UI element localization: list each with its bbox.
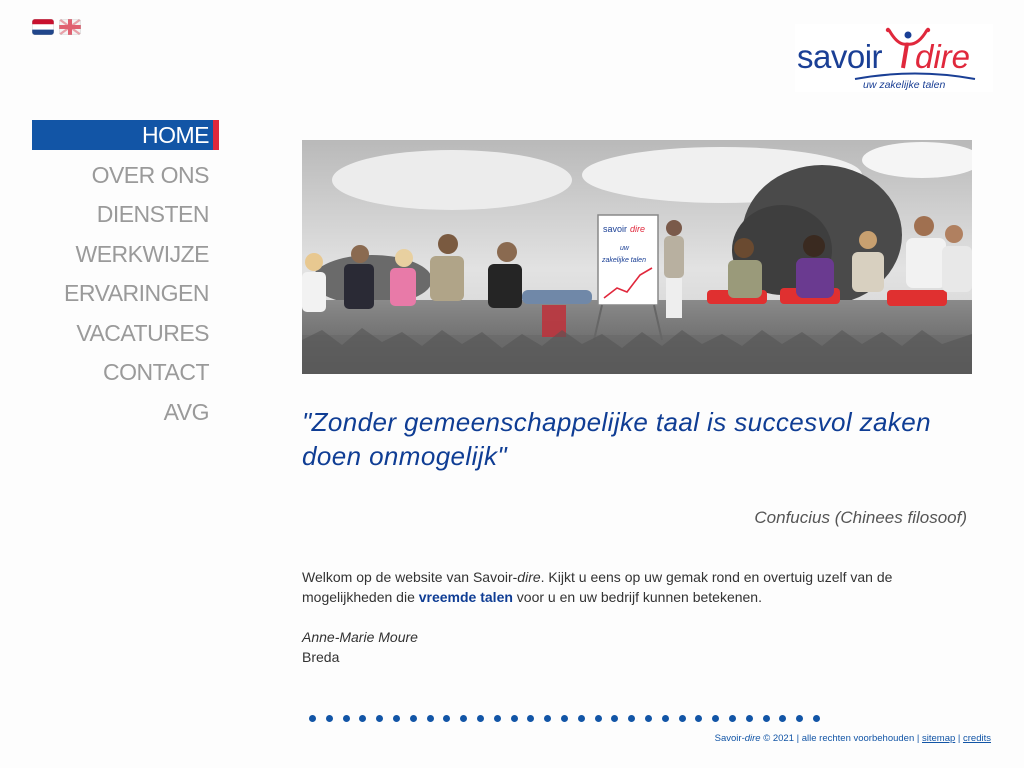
savoir-dire-logo[interactable] [795, 24, 993, 92]
divider-dot [477, 715, 484, 722]
language-switcher [32, 19, 81, 35]
divider-dot [779, 715, 786, 722]
divider-dot [326, 715, 333, 722]
divider-dot [460, 715, 467, 722]
intro-text [302, 567, 942, 607]
footer [715, 733, 991, 744]
intro-part-3: voor u en uw bedrijf kunnen betekenen. [512, 589, 762, 605]
divider-dot [376, 715, 383, 722]
divider-dot [443, 715, 450, 722]
intro-brand-italic: dire [517, 569, 541, 585]
signature-block [302, 627, 418, 667]
nav-item-home[interactable]: HOME [32, 120, 219, 150]
divider-dot [729, 715, 736, 722]
main-navigation [32, 120, 219, 436]
flipchart-line2: zakelijke talen [602, 257, 646, 264]
highlight-vreemde-talen: vreemde talen [418, 589, 513, 605]
divider-dot [611, 715, 618, 722]
divider-dot [410, 715, 417, 722]
divider-dot [427, 715, 434, 722]
nav-item-over-ons[interactable]: OVER ONS [91, 161, 209, 188]
divider-dot [578, 715, 585, 722]
logo-brand-accent: dire [915, 38, 971, 75]
footer-copyright: © 2021 | alle rechten voorbehouden | [760, 733, 922, 744]
divider-dot [679, 715, 686, 722]
divider-dot [645, 715, 652, 722]
hero-image [302, 140, 972, 374]
divider-dot [561, 715, 568, 722]
divider-dot [763, 715, 770, 722]
signer-city: Breda [302, 649, 340, 665]
nav-item-contact[interactable]: CONTACT [103, 359, 209, 385]
nav-item-ervaringen[interactable]: ERVARINGEN [64, 280, 209, 306]
divider-dot [595, 715, 602, 722]
divider-dot [393, 715, 400, 722]
logo-brand-main: savoir [797, 38, 883, 75]
divider-dot [628, 715, 635, 722]
footer-separator: | [955, 733, 964, 744]
divider-dot [662, 715, 669, 722]
footer-credits-link[interactable]: credits [963, 733, 991, 744]
divider-dot [544, 715, 551, 722]
intro-part-1: Welkom op de website van Savoir- [302, 569, 518, 585]
nav-item-avg[interactable]: AVG [163, 398, 209, 425]
divider-dot [796, 715, 803, 722]
divider-dot [527, 715, 534, 722]
divider-dot [343, 715, 350, 722]
divider-dot [511, 715, 518, 722]
quote-text: "Zonder gemeenschappelijke taal is succesvol zaken doen onmogelijk" [302, 407, 932, 471]
divider-dot [359, 715, 366, 722]
footer-sitemap-link[interactable]: sitemap [922, 733, 956, 744]
signer-name: Anne-Marie Moure [302, 629, 418, 645]
footer-brand-italic: dire [744, 733, 761, 744]
divider-dot [494, 715, 501, 722]
divider-dot [695, 715, 702, 722]
divider-dot [309, 715, 316, 722]
divider-dot [746, 715, 753, 722]
english-flag-icon[interactable] [59, 19, 81, 35]
divider-dot [712, 715, 719, 722]
intro-paragraph [302, 567, 942, 607]
dutch-flag-icon[interactable] [32, 19, 54, 35]
flipchart-brand-accent: dire [630, 224, 646, 234]
intro-part-2: . Kijkt u eens op uw gemak rond en overtuig uzelf van de mogelijkheden die [302, 569, 893, 605]
flipchart-line1: uw [620, 245, 629, 252]
nav-item-vacatures[interactable]: VACATURES [76, 319, 209, 346]
quote-author: Confucius (Chinees filosoof) [754, 508, 967, 527]
nav-item-diensten[interactable]: DIENSTEN [96, 201, 209, 227]
flipchart-brand-main: savoir [603, 224, 628, 234]
nav-item-werkwijze[interactable]: WERKWIJZE [75, 240, 209, 267]
logo-tagline: uw zakelijke talen [863, 79, 946, 91]
footer-brand: Savoir- [714, 733, 745, 744]
dot-divider [309, 715, 820, 722]
divider-dot [813, 715, 820, 722]
